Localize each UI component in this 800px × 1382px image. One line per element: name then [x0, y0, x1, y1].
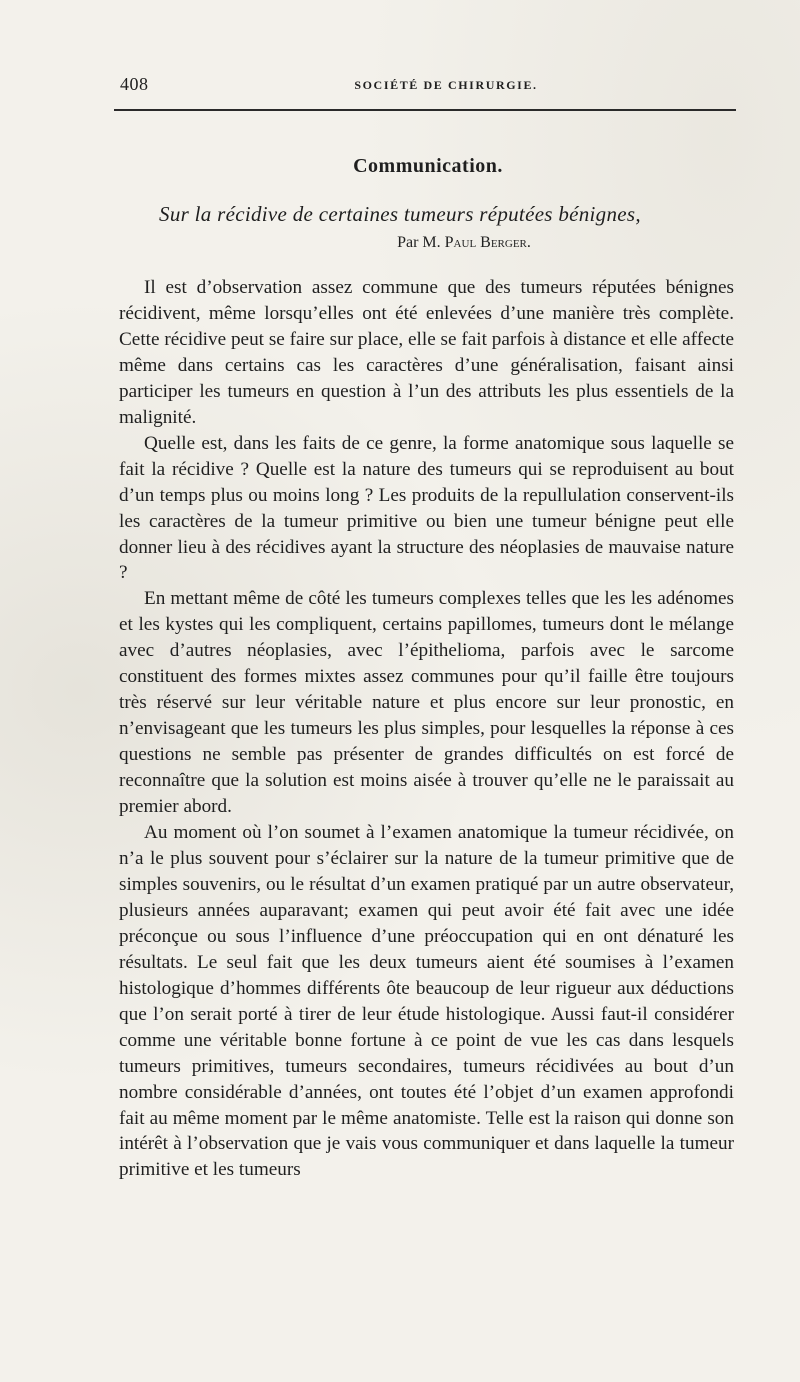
- running-header: [120, 74, 732, 98]
- byline: [64, 234, 800, 252]
- paragraph: Au moment où l’on soumet à l’examen anatomique la tumeur récidivée, on n’a le plus souvent pour s’éclairer sur la nature de la tumeur primitive que de simples souvenirs, ou le résultat d’un examen pratiqué par un autre observateur, plusieurs années auparavant; examen qui peut avoir été fait avec une idée préconçue ou sous l’influence d’une préoccupation qui en ont dénaturé les résultats. Le seul fait que les deux tumeurs aient été soumises à l’examen histologique d’hommes différents ôte beaucoup de leur rigueur aux déductions que l’on serait porté à tirer de leur étude histologique. Aussi faut-il considérer comme une véritable bonne fortune à ce point de vue les cas dans lesquels tumeurs primitives, tumeurs secondaires, tumeurs récidivées au bout d’un nombre considérable d’années, ont toutes été l’objet d’un examen approfondi fait au même moment par le même anatomiste. Telle est la raison qui donne son intérêt à l’observation que je vais vous communiquer et dans laquelle la tumeur primitive et les tumeurs: [119, 822, 734, 1181]
- paragraph: Il est d’observation assez commune que des tumeurs réputées bénignes récidivent, même lorsqu’elles ont été enlevées d’une manière très complète. Cette récidive peut se faire sur place, elle se fait parfois à distance et elle affecte même dans certains cas les caractères d’une généralisation, faisant ainsi participer les tumeurs en question à l’un des attributs les plus essentiels de la malignité.: [119, 277, 734, 428]
- author-name: Paul Berger.: [444, 234, 531, 251]
- journal-title: SOCIÉTÉ DE CHIRURGIE.: [354, 78, 538, 92]
- header-rule: [114, 109, 736, 111]
- article-title: Sur la récidive de certaines tumeurs réputées bénignes,: [159, 202, 641, 226]
- page-number: 408: [120, 74, 149, 94]
- paragraph: En mettant même de côté les tumeurs complexes telles que les les adénomes et les kystes qui les compliquent, certains papillomes, tumeurs dont le mélange avec d’autres néoplasies, avec l’épithelioma, parfois avec le sarcome constituent des formes mixtes assez communes pour qu’il faille être toujours très réservé sur leur véritable nature et plus encore sur leur pronostic, en n’envisageant que les tumeurs les plus simples, pour lesquelles la réponse à ces questions ne semble pas présenter de grandes difficultés on est forcé de reconnaître que la solution est moins aisée à trouver qu’elle ne le paraissait au premier abord.: [119, 588, 734, 818]
- section-heading: Communication.: [353, 155, 503, 177]
- body-text: [119, 275, 734, 1183]
- paragraph: Quelle est, dans les faits de ce genre, la forme anatomique sous laquelle se fait la récidive ? Quelle est la nature des tumeurs qui se reproduisent au bout d’un temps plus ou moins long ? Les produits de la repullulation conservent-ils les caractères de la tumeur primitive ou bien une tumeur bénigne peut elle donner lieu à des récidives ayant la structure des néoplasies de mauvaise nature ?: [119, 432, 734, 584]
- byline-prefix: Par M.: [397, 234, 441, 251]
